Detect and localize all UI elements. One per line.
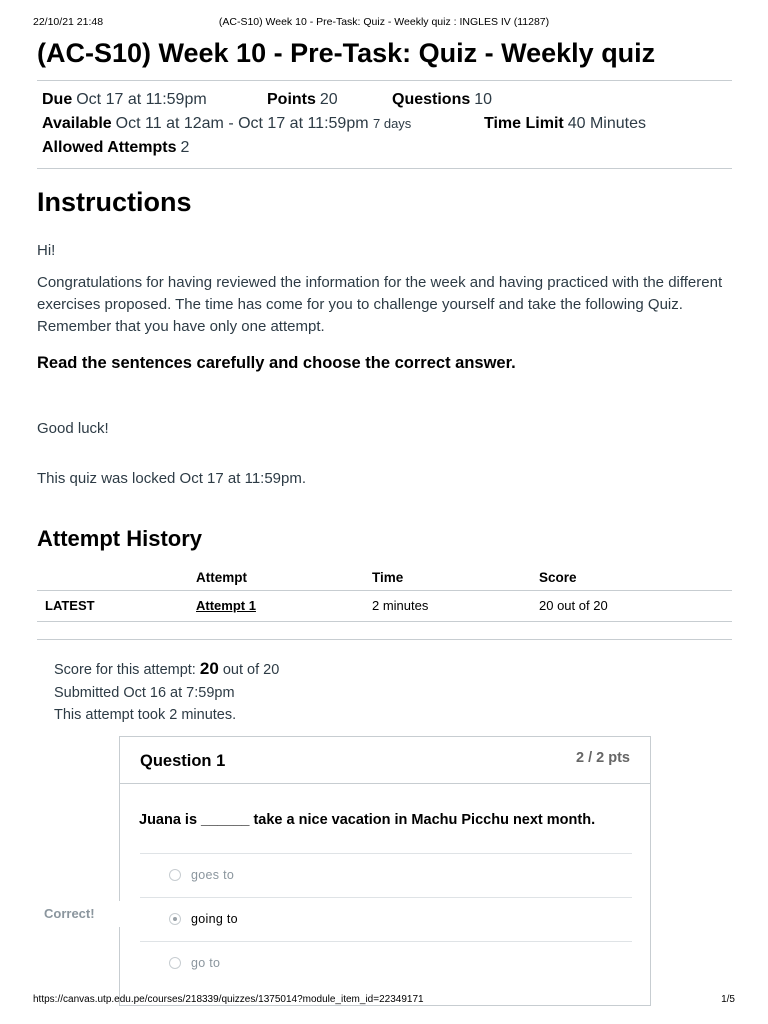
questions-value: 10 bbox=[474, 91, 493, 108]
meta-allowed-attempts bbox=[42, 139, 189, 157]
print-url: https://canvas.utp.edu.pe/courses/218339/quizzes/1375014?module_item_id=22349171 bbox=[33, 994, 424, 1005]
instructions-greeting: Hi! bbox=[37, 242, 56, 259]
due-value: Oct 17 at 11:59pm bbox=[76, 91, 207, 108]
answer-label: go to bbox=[191, 956, 221, 970]
page-title: (AC-S10) Week 10 - Pre-Task: Quiz - Weekly quiz bbox=[37, 38, 656, 68]
score-value: 20 bbox=[199, 659, 219, 678]
answer-option[interactable] bbox=[140, 853, 632, 897]
question-text: Juana is ______ take a nice vacation in Machu Picchu next month. bbox=[139, 812, 596, 828]
attempt-duration-text: This attempt took 2 minutes. bbox=[54, 707, 237, 723]
attempt-score: 20 out of 20 bbox=[539, 598, 608, 613]
allowed-attempts-value: 2 bbox=[180, 139, 190, 156]
meta-available bbox=[42, 115, 411, 133]
attempt-history-heading: Attempt History bbox=[37, 526, 203, 551]
print-document-title: (AC-S10) Week 10 - Pre-Task: Quiz - Weekly quiz : INGLES IV (11287) bbox=[218, 16, 550, 28]
answer-list bbox=[140, 853, 632, 985]
points-value: 20 bbox=[319, 91, 338, 108]
attempt-1-link[interactable]: Attempt 1 bbox=[196, 598, 256, 613]
available-value: Oct 11 at 12am - Oct 17 at 11:59pm bbox=[115, 115, 369, 132]
print-page-number: 1/5 bbox=[721, 994, 735, 1005]
radio-button-selected[interactable] bbox=[169, 913, 181, 925]
instructions-body: Congratulations for having reviewed the information for the week and having practiced with the different exercises proposed. The time has come for you to challenge yourself and take the following Quiz. Remember that you have only one attempt. bbox=[37, 274, 723, 335]
question-title: Question 1 bbox=[140, 752, 226, 770]
meta-questions bbox=[392, 91, 492, 109]
score-prefix: Score for this attempt: bbox=[54, 662, 196, 678]
radio-button[interactable] bbox=[169, 957, 181, 969]
column-header-attempt: Attempt bbox=[196, 570, 247, 585]
correct-answer-flag: Correct! bbox=[38, 901, 124, 927]
good-luck-text: Good luck! bbox=[37, 420, 109, 437]
instructions-emphasis: Read the sentences carefully and choose the correct answer. bbox=[37, 354, 516, 372]
table-header-row bbox=[37, 563, 732, 591]
column-header-time: Time bbox=[372, 570, 404, 585]
radio-button[interactable] bbox=[169, 869, 181, 881]
table-row bbox=[37, 591, 732, 622]
available-label: Available bbox=[42, 115, 112, 132]
answer-label: going to bbox=[191, 912, 238, 926]
score-suffix: out of 20 bbox=[222, 662, 280, 678]
print-footer bbox=[33, 994, 735, 1008]
answer-option[interactable] bbox=[140, 941, 632, 985]
attempt-time: 2 minutes bbox=[372, 598, 429, 613]
meta-due bbox=[42, 91, 207, 109]
print-header bbox=[33, 16, 735, 30]
attempt-summary bbox=[54, 658, 279, 727]
due-label: Due bbox=[42, 91, 73, 108]
time-limit-value: 40 Minutes bbox=[567, 115, 646, 132]
answer-option-selected[interactable] bbox=[140, 897, 632, 941]
attempt-history-table bbox=[37, 563, 732, 622]
row-label-latest: LATEST bbox=[45, 598, 95, 613]
divider bbox=[37, 80, 732, 81]
time-limit-label: Time Limit bbox=[484, 115, 564, 132]
instructions-heading: Instructions bbox=[37, 187, 192, 217]
attempt-score-line bbox=[54, 658, 279, 682]
answer-label: goes to bbox=[191, 868, 235, 882]
column-header-score: Score bbox=[539, 570, 577, 585]
points-label: Points bbox=[267, 91, 316, 108]
allowed-attempts-label: Allowed Attempts bbox=[42, 139, 177, 156]
divider bbox=[37, 639, 732, 640]
meta-time-limit bbox=[484, 115, 646, 133]
questions-label: Questions bbox=[392, 91, 471, 108]
question-header bbox=[120, 737, 650, 784]
available-duration: 7 days bbox=[373, 116, 412, 131]
divider bbox=[37, 168, 732, 169]
quiz-locked-notice: This quiz was locked Oct 17 at 11:59pm. bbox=[37, 470, 307, 487]
meta-points bbox=[267, 91, 338, 109]
question-points: 2 / 2 pts bbox=[576, 750, 630, 766]
print-datetime: 22/10/21 21:48 bbox=[33, 16, 104, 28]
question-card bbox=[119, 736, 651, 1006]
submitted-text: Submitted Oct 16 at 7:59pm bbox=[54, 684, 235, 701]
